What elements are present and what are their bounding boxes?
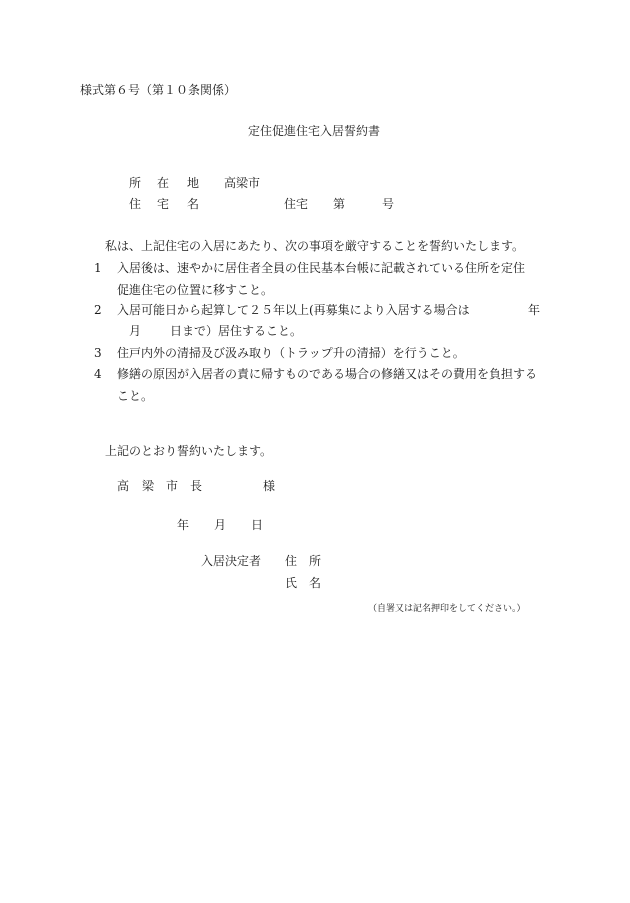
addressee-honorific: 様 — [263, 479, 276, 493]
location-value: 高梁市 — [224, 176, 261, 190]
item-number: 4 — [94, 367, 102, 381]
item-year-label: 年 — [528, 303, 541, 317]
item-text-cont: 日まで）居住すること。 — [170, 324, 303, 338]
item-number: 2 — [94, 303, 102, 317]
addressee-char: 市 — [166, 479, 179, 493]
applicant-label: 入居決定者 — [201, 554, 262, 568]
housing-suffix: 住宅 — [284, 197, 309, 211]
name-label-1: 氏 — [285, 576, 298, 590]
form-number: 様式第６号（第１０条関係） — [80, 83, 237, 97]
item-month-label: 月 — [129, 324, 142, 338]
addressee-char: 高 — [117, 479, 130, 493]
item-text: 修繕の原因が入居者の責に帰すものである場合の修繕又はその費用を負担する — [117, 367, 538, 381]
date-year-label: 年 — [177, 518, 190, 532]
date-day-label: 日 — [251, 518, 264, 532]
addressee-char: 長 — [190, 479, 203, 493]
item-text-cont: 促進住宅の位置に移すこと。 — [117, 283, 274, 297]
document-title: 定住促進住宅入居誓約書 — [248, 124, 381, 138]
housing-label-1: 住 — [129, 197, 142, 211]
item-text: 住戸内外の清掃及び汲み取り（トラップ升の清掃）を行うこと。 — [117, 346, 465, 360]
address-label-1: 住 — [285, 554, 298, 568]
item-text: 入居後は、速やかに居住者全員の住民基本台帳に記載されている住所を定住 — [117, 261, 526, 275]
housing-label-3: 名 — [187, 197, 200, 211]
housing-number-suffix: 号 — [382, 197, 395, 211]
name-label-2: 名 — [309, 576, 322, 590]
signature-note: （自署又は記名押印をしてください。） — [368, 604, 526, 614]
item-number: 1 — [94, 261, 102, 275]
addressee-char: 梁 — [142, 479, 155, 493]
location-label-1: 所 — [129, 176, 142, 190]
item-text-cont: こと。 — [117, 389, 154, 403]
housing-number-prefix: 第 — [333, 197, 346, 211]
item-text: 入居可能日から起算して２５年以上(再募集により入居する場合は — [117, 303, 470, 317]
housing-label-2: 宅 — [157, 197, 170, 211]
location-label-3: 地 — [187, 176, 200, 190]
intro-text: 私は、上記住宅の入居にあたり、次の事項を厳守することを誓約いたします。 — [105, 239, 525, 253]
date-month-label: 月 — [214, 518, 227, 532]
closing-text: 上記のとおり誓約いたします。 — [105, 444, 273, 458]
item-number: 3 — [94, 346, 102, 360]
location-label-2: 在 — [157, 176, 170, 190]
address-label-2: 所 — [309, 554, 322, 568]
